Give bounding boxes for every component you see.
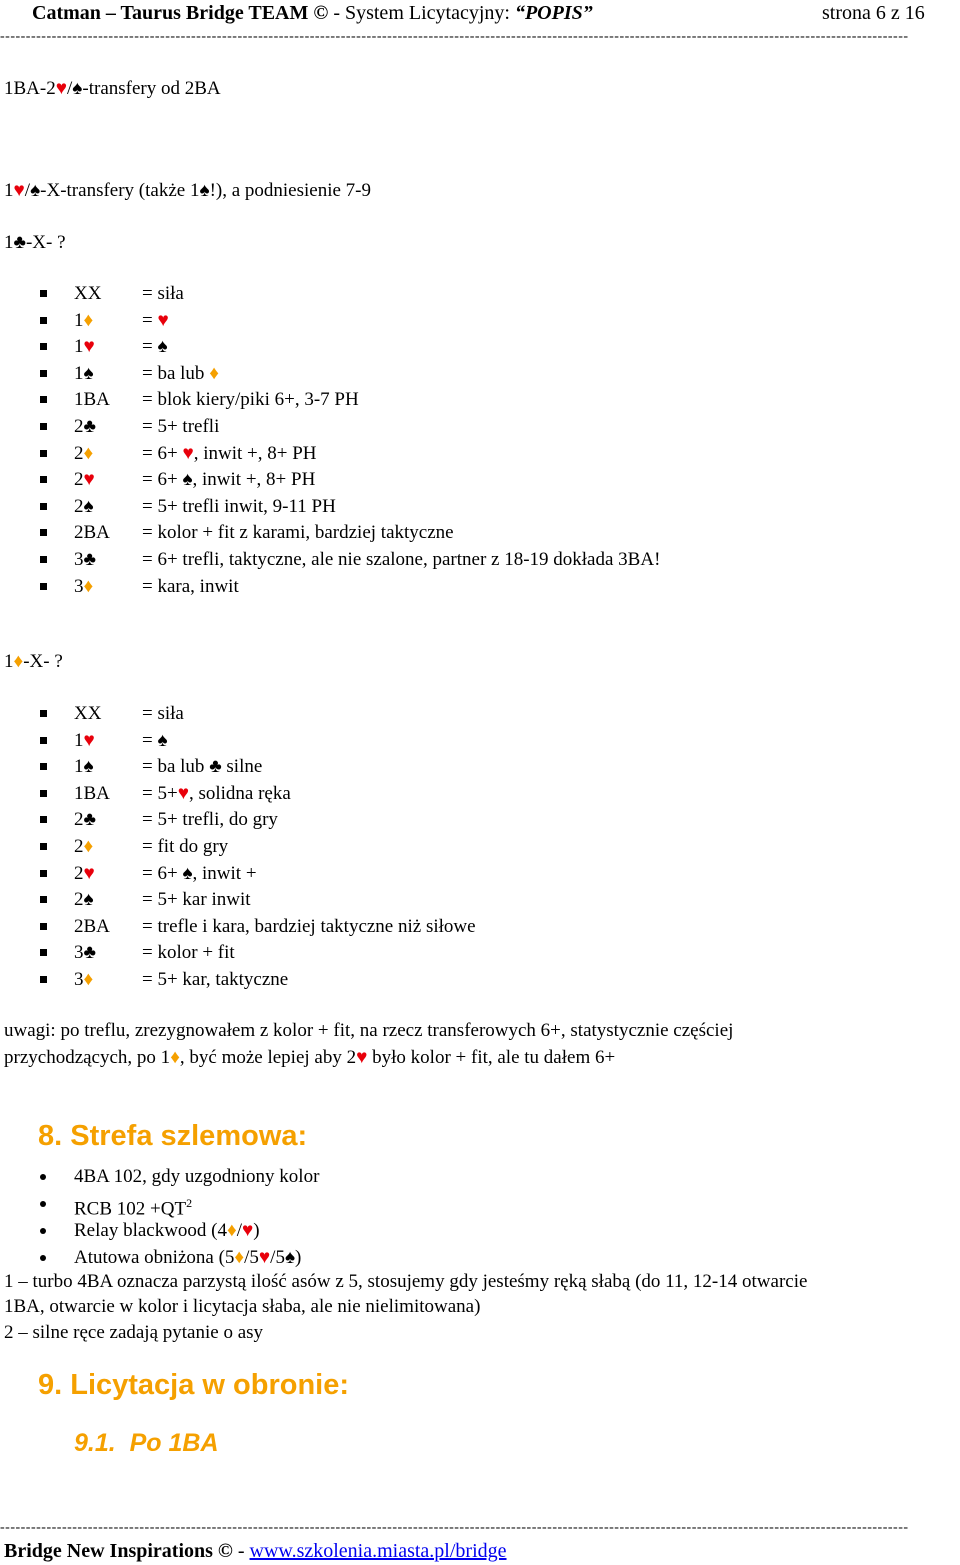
square-bullet-icon [40,370,47,377]
spade-icon: ♠ [182,469,193,491]
section-9-heading: 9. Licytacja w obronie: [38,1369,350,1401]
club-icon: ♣ [83,548,96,570]
header-title: Catman – Taurus Bridge TEAM [32,2,314,24]
spade-icon: ♠ [72,78,83,99]
heart-icon: ♥ [83,862,95,884]
square-bullet-icon [40,396,47,403]
spade-icon: ♠ [83,495,94,517]
heart-icon: ♥ [83,336,95,358]
square-bullet-icon [40,423,47,430]
page-header [32,2,593,25]
page-footer: Bridge New Inspirations © - www.szkolenia.miasta.pl/bridge [4,1540,507,1562]
heart-icon: ♥ [13,180,25,201]
spade-icon: ♠ [83,362,94,384]
square-bullet-icon [40,476,47,483]
heart-icon: ♥ [182,442,194,464]
club-icon: ♣ [83,415,96,437]
footnote-1-line-2: 1BA, otwarcie w kolor i licytacja słaba, ale nie nielimitowana) [4,1296,481,1317]
diamond-icon: ♦ [83,835,94,857]
spade-icon: ♠ [182,862,193,884]
heart-icon: ♥ [55,78,68,99]
transfer-line-1: 1BA-2♥/♠-transfery od 2BA [4,78,221,99]
square-bullet-icon [40,843,47,850]
heart-icon: ♥ [83,729,95,751]
diamond-icon: ♦ [83,309,94,331]
square-bullet-icon [40,923,47,930]
copyright-icon: © [313,2,329,24]
square-bullet-icon [40,949,47,956]
spade-icon: ♠ [83,756,94,778]
square-bullet-icon [40,896,47,903]
heart-icon: ♥ [258,1247,271,1268]
header-title-b: - System Licytacyjny: [328,2,515,24]
square-bullet-icon [40,710,47,717]
square-bullet-icon [40,317,47,324]
square-bullet-icon [40,870,47,877]
square-bullet-icon [40,816,47,823]
copyright-icon: © [217,1540,233,1562]
spade-icon: ♠ [157,729,168,751]
diamonds-section-heading: 1♦-X- ? [4,651,63,672]
spade-icon: ♠ [199,180,210,201]
diamond-icon: ♦ [234,1247,245,1268]
section-8-heading: 8. Strefa szlemowa: [38,1120,308,1152]
diamond-icon: ♦ [83,442,94,464]
diamond-icon: ♦ [83,575,94,597]
transfer-line-2: 1♥/♠-X-transfery (także 1♠!), a podniesienie 7-9 [4,180,372,201]
square-bullet-icon [40,976,47,983]
heart-icon: ♥ [242,1220,254,1241]
heart-icon: ♥ [177,782,189,804]
spade-icon: ♠ [284,1247,296,1268]
club-icon: ♣ [83,809,96,831]
page-number: strona 6 z 16 [822,2,925,24]
footnote-1-line-1: 1 – turbo 4BA oznacza parzystą ilość asów z 5, stosujemy gdy jesteśmy ręką słabą (do 11, 12-14 otwarcie [4,1271,808,1292]
diamond-icon: ♦ [170,1047,180,1068]
bullet-icon [40,1201,46,1207]
club-icon: ♣ [13,232,26,253]
footer-link[interactable]: www.szkolenia.miasta.pl/bridge [249,1540,507,1562]
spade-icon: ♠ [83,889,94,911]
square-bullet-icon [40,583,47,590]
clubs-section-heading: 1♣-X- ? [4,232,66,253]
bullet-icon [40,1255,46,1261]
bullet-icon [40,1228,46,1234]
diamond-icon: ♦ [83,968,94,990]
heart-icon: ♥ [83,469,95,491]
square-bullet-icon [40,737,47,744]
square-bullet-icon [40,290,47,297]
header-rule: -------------------------------------------------------------------------------------------------------------------------------------------------------------------------------- [0,30,909,44]
diamond-icon: ♦ [13,651,24,672]
square-bullet-icon [40,763,47,770]
bullet-icon [40,1174,46,1180]
remarks-line-1: uwagi: po treflu, zrezygnowałem z kolor + fit, na rzecz transferowych 6+, statystycznie częściej [4,1020,734,1041]
club-icon: ♣ [209,756,222,778]
section-9-1-heading: 9.1. Po 1BA [74,1429,219,1457]
footer-brand: Bridge New Inspirations [4,1540,218,1562]
square-bullet-icon [40,790,47,797]
square-bullet-icon [40,343,47,350]
square-bullet-icon [40,529,47,536]
diamond-icon: ♦ [227,1220,237,1241]
heart-icon: ♥ [157,309,169,331]
club-icon: ♣ [83,942,96,964]
diamond-icon: ♦ [209,362,219,384]
remarks-line-2: przychodzących, po 1♦, być może lepiej aby 2♥ było kolor + fit, ale tu dałem 6+ [4,1047,616,1068]
footnote-2: 2 – silne ręce zadają pytanie o asy [4,1322,264,1343]
square-bullet-icon [40,556,47,563]
heart-icon: ♥ [356,1047,368,1068]
spade-icon: ♠ [30,180,41,201]
square-bullet-icon [40,503,47,510]
system-name: “POPIS” [514,2,593,24]
spade-icon: ♠ [157,336,168,358]
footer-rule: -------------------------------------------------------------------------------------------------------------------------------------------------------------------------------- [0,1521,909,1535]
square-bullet-icon [40,450,47,457]
